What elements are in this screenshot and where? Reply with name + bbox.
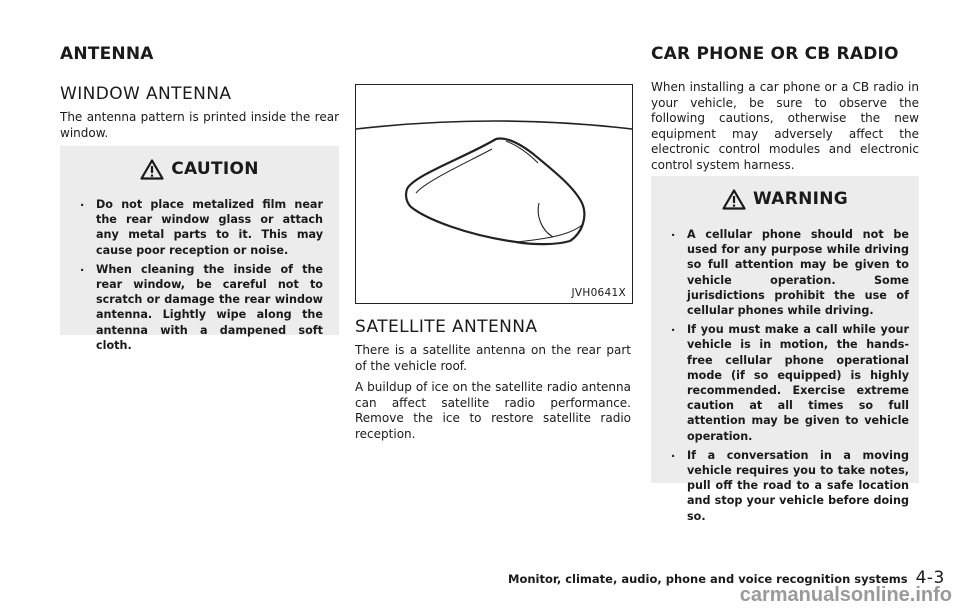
car-phone-section	[651, 80, 919, 173]
watermark: carmanualsonline.info	[739, 584, 952, 606]
caution-header	[60, 157, 339, 181]
caution-box	[60, 146, 339, 352]
caution-title: CAUTION	[171, 159, 259, 179]
car-phone-intro: When installing a car phone or a CB radio in your vehicle, be sure to observe the following cautions, otherwise the new equipment may adversely affect the electronic control modules and electronic control system harness.	[651, 80, 919, 172]
warning-title: WARNING	[752, 189, 849, 209]
window-antenna-text: The antenna pattern is printed inside the rear window.	[60, 110, 339, 140]
shark-fin-antenna-illustration	[356, 85, 632, 285]
antenna-figure	[355, 84, 633, 304]
section-header-car-phone: CAR PHONE OR CB RADIO	[651, 44, 899, 64]
footer-section-title: Monitor, climate, audio, phone and voice recognition systems	[508, 572, 908, 586]
warning-item: . If a conversation in a moving vehicle requires you to take notes, pull off the road to a safe location and stop your vehicle before doing so.	[667, 448, 909, 524]
window-antenna-section	[60, 84, 339, 141]
satellite-antenna-section	[355, 317, 631, 442]
satellite-antenna-paragraph: A buildup of ice on the satellite radio antenna can affect satellite radio performance. Remove the ice to restore satellite radio reception.	[355, 380, 631, 441]
warning-box	[651, 176, 919, 523]
warning-header	[651, 187, 919, 211]
caution-item: . When cleaning the inside of the rear window, be careful not to scratch or damage the rear window antenna. Lightly wipe along the antenna with a dampened soft cloth.	[76, 262, 323, 353]
caution-item: . Do not place metalized film near the rear window glass or attach any metal parts to it. This may cause poor reception or noise.	[76, 197, 323, 258]
warning-triangle-icon	[140, 159, 164, 180]
page-number: 4-3	[915, 568, 945, 588]
caution-list	[76, 197, 323, 353]
figure-code: JVH0641X	[571, 287, 626, 299]
warning-list	[667, 227, 909, 524]
satellite-antenna-title: SATELLITE ANTENNA	[355, 317, 538, 337]
satellite-antenna-paragraph: There is a satellite antenna on the rear part of the vehicle roof.	[355, 343, 631, 373]
warning-item: . A cellular phone should not be used for any purpose while driving so full attention may be given to vehicle operation. Some jurisdictions prohibit the use of cellular phones while driving.	[667, 227, 909, 318]
warning-triangle-icon	[722, 189, 746, 210]
window-antenna-title: WINDOW ANTENNA	[60, 84, 232, 104]
warning-item: . If you must make a call while your vehicle is in motion, the hands-free cellular phone operational mode (if so equipped) is highly recommended. Exercise extreme caution at all times so full attention may be given to vehicle operation.	[667, 322, 909, 444]
section-header-antenna: ANTENNA	[60, 44, 154, 64]
